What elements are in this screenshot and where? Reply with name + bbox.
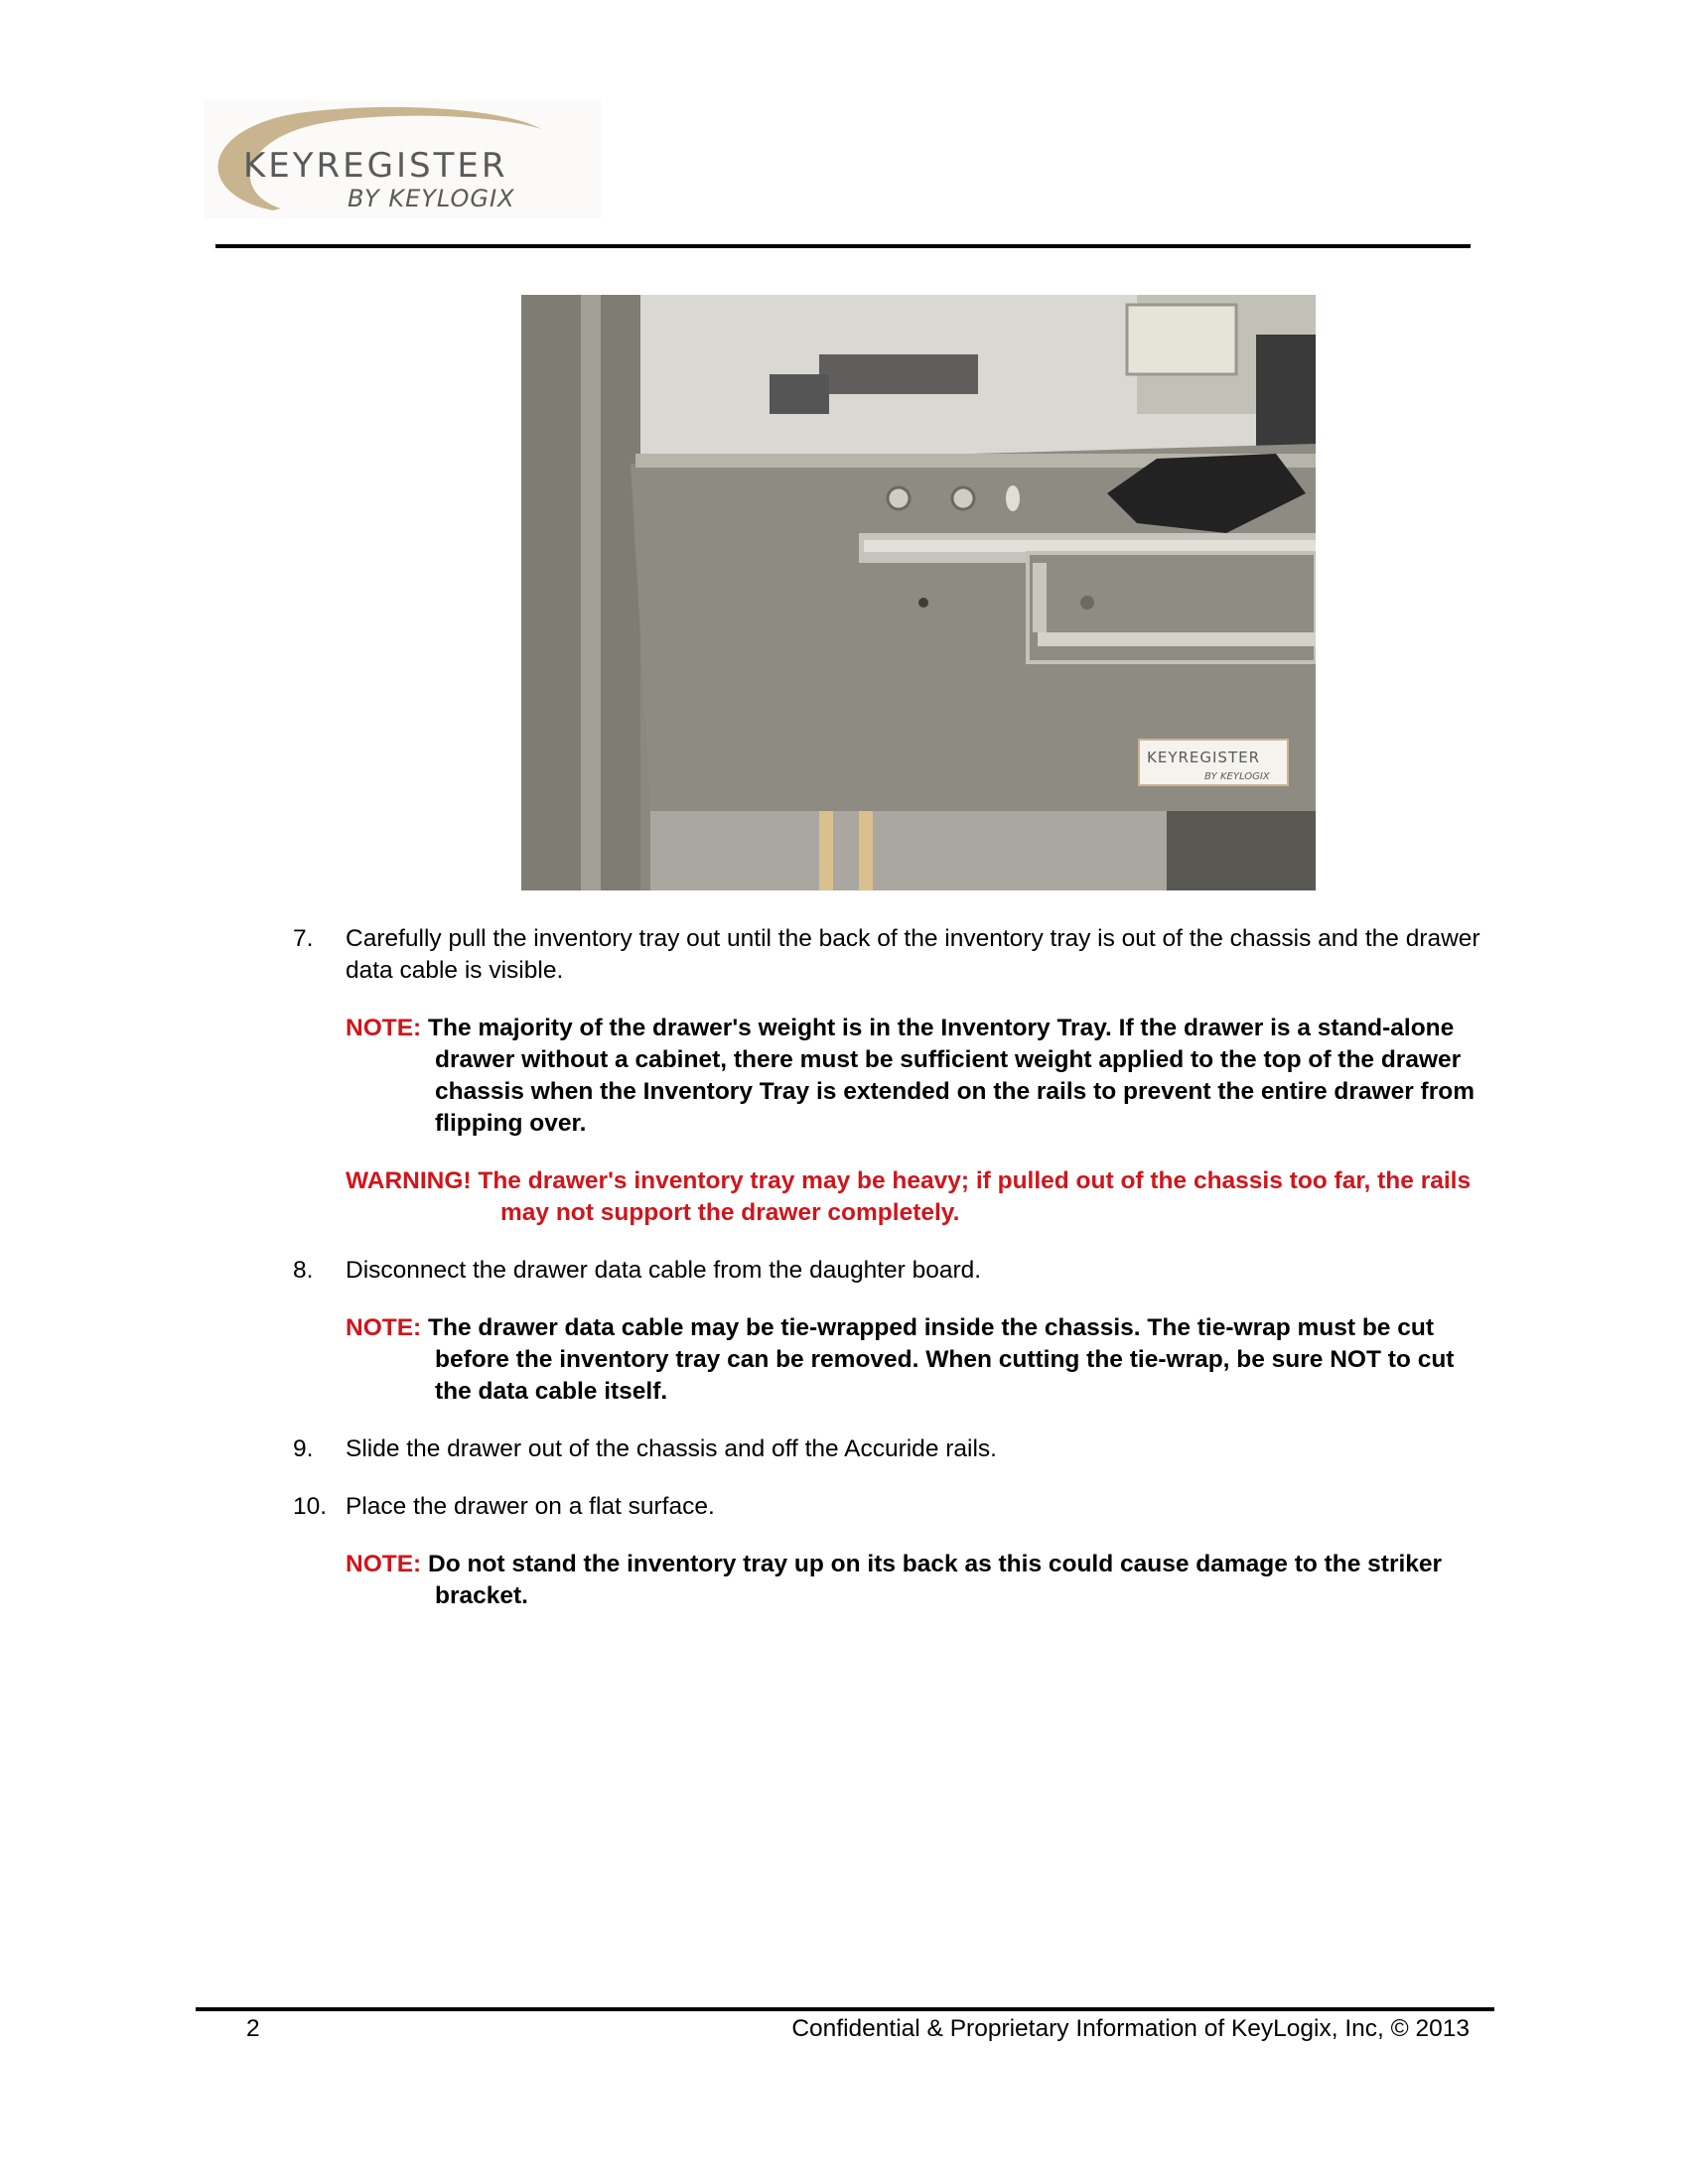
drawer-rail-photo bbox=[521, 295, 1316, 890]
step-text: Carefully pull the inventory tray out until the back of the inventory tray is out of the chassis and the drawer data cable is visible. bbox=[346, 925, 1480, 984]
page-number: 2 bbox=[246, 2015, 260, 2042]
note-text: Do not stand the inventory tray up on its back as this could cause damage to the striker bracket. bbox=[428, 1551, 1443, 1609]
step-number: 9. bbox=[293, 1435, 314, 1462]
step-number: 10. bbox=[293, 1493, 328, 1520]
footer-copyright: Confidential & Proprietary Information of KeyLogix, Inc, © 2013 bbox=[791, 2015, 1470, 2042]
logo-graphic bbox=[204, 99, 601, 218]
logo-tagline-text: BY KEYLOGIX bbox=[348, 185, 515, 212]
step-number: 7. bbox=[293, 925, 314, 952]
instructions bbox=[293, 923, 1494, 1638]
step-7-note bbox=[346, 1013, 1494, 1140]
step-text: Disconnect the drawer data cable from the daughter board. bbox=[346, 1257, 982, 1284]
step-number: 8. bbox=[293, 1257, 314, 1284]
step-8 bbox=[293, 1255, 1494, 1287]
note-text: The drawer data cable may be tie-wrapped inside the chassis. The tie-wrap must be cut before the inventory tray can be removed. When cutting the tie-wrap, be sure NOT to cut the data cable itself. bbox=[428, 1314, 1455, 1405]
step-8-note bbox=[346, 1312, 1494, 1408]
step-10-note bbox=[346, 1549, 1494, 1612]
keyregister-logo bbox=[204, 99, 601, 218]
footer-divider bbox=[196, 2007, 1494, 2011]
note-label: NOTE: bbox=[346, 1314, 422, 1341]
note-label: NOTE: bbox=[346, 1551, 422, 1577]
step-text: Slide the drawer out of the chassis and off the Accuride rails. bbox=[346, 1435, 997, 1462]
watermark-brand-text: KEYREGISTER bbox=[1147, 749, 1261, 766]
note-label: NOTE: bbox=[346, 1015, 422, 1041]
step-9 bbox=[293, 1433, 1494, 1465]
step-10 bbox=[293, 1491, 1494, 1523]
step-7-warning: WARNING! The drawer's inventory tray may be heavy; if pulled out of the chassis too far, the rails may not support the drawer completely. bbox=[346, 1167, 1472, 1226]
logo-brand-text: KEYREGISTER bbox=[243, 146, 508, 186]
watermark-tagline-text: BY KEYLOGIX bbox=[1204, 771, 1270, 782]
step-text: Place the drawer on a flat surface. bbox=[346, 1493, 715, 1520]
step-7 bbox=[293, 923, 1494, 987]
note-text: The majority of the drawer's weight is in the Inventory Tray. If the drawer is a stand-alone drawer without a cabinet, there must be sufficient weight applied to the top of the drawer chassis when the Inventory Tray is extended on the rails to prevent the entire drawer from flipping over. bbox=[428, 1015, 1475, 1137]
photo-illustration bbox=[521, 295, 1316, 890]
header-divider bbox=[215, 244, 1471, 248]
